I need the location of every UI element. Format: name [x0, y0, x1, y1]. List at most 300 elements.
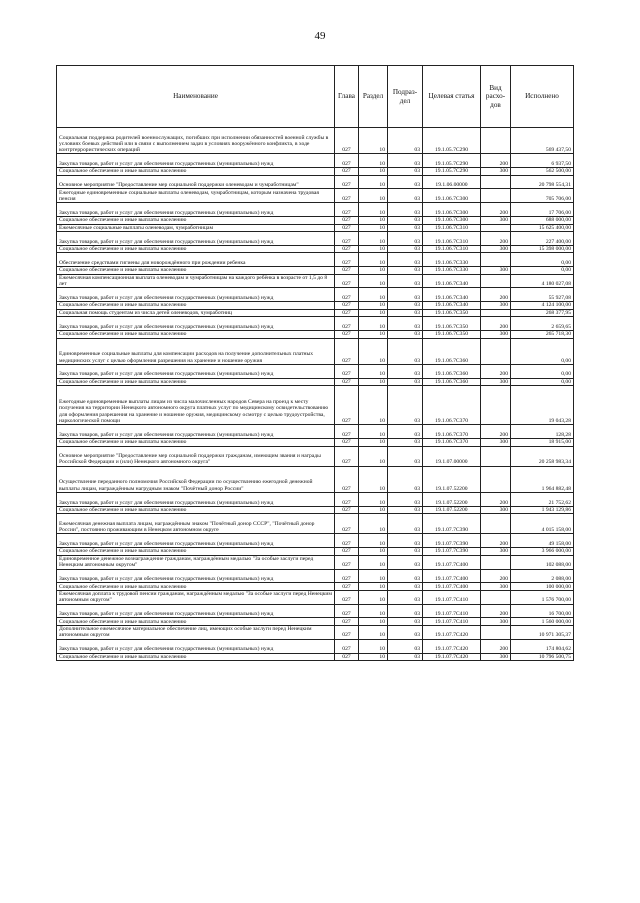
row-celevaya: 19.1.06.7С370 [423, 386, 481, 425]
row-glava: 027 [335, 514, 359, 534]
row-celevaya: 19.1.07.00000 [423, 446, 481, 466]
row-podrazdel: 03 [388, 506, 423, 514]
table-row [57, 466, 574, 492]
row-vid: 300 [481, 653, 511, 661]
row-razdel: 10 [359, 569, 388, 583]
row-razdel: 10 [359, 378, 388, 386]
row-glava: 027 [335, 555, 359, 569]
table-row [57, 267, 574, 275]
row-razdel: 10 [359, 639, 388, 653]
row-vid [481, 555, 511, 569]
table-row [57, 555, 574, 569]
row-vid [481, 175, 511, 189]
row-glava: 027 [335, 618, 359, 626]
table-row [57, 232, 574, 246]
row-name: Закупка товаров, работ и услуг для обеспечения государственных (муниципальных) нужд [57, 425, 335, 439]
row-glava: 027 [335, 653, 359, 661]
row-razdel: 10 [359, 267, 388, 275]
row-razdel: 10 [359, 604, 388, 618]
row-razdel: 10 [359, 168, 388, 176]
row-razdel: 10 [359, 302, 388, 310]
row-ispolneno: 265 718,30 [511, 331, 574, 339]
row-ispolneno: 0,00 [511, 253, 574, 267]
row-glava: 027 [335, 439, 359, 447]
row-podrazdel: 03 [388, 168, 423, 176]
row-name: Ежемесячные социальные выплаты оленеводам, чумработницам [57, 224, 335, 232]
row-vid: 200 [481, 317, 511, 331]
row-ispolneno: 4 015 158,00 [511, 514, 574, 534]
row-glava: 027 [335, 446, 359, 466]
row-celevaya: 19.1.06.7С370 [423, 439, 481, 447]
table-row [57, 317, 574, 331]
row-podrazdel: 03 [388, 253, 423, 267]
row-ispolneno: 227 400,00 [511, 232, 574, 246]
row-name: Социальное обеспечение и иные выплаты населению [57, 618, 335, 626]
row-razdel: 10 [359, 514, 388, 534]
row-glava: 027 [335, 583, 359, 591]
table-row [57, 302, 574, 310]
row-vid [481, 625, 511, 639]
row-podrazdel: 03 [388, 288, 423, 302]
row-vid: 200 [481, 534, 511, 548]
row-celevaya: 19.1.07.7С400 [423, 569, 481, 583]
row-celevaya: 19.1.07.7С420 [423, 625, 481, 639]
row-ispolneno: 6 937,50 [511, 154, 574, 168]
row-vid: 300 [481, 267, 511, 275]
row-ispolneno: 0,00 [511, 378, 574, 386]
row-vid: 200 [481, 425, 511, 439]
row-vid: 300 [481, 168, 511, 176]
row-vid [481, 386, 511, 425]
row-name: Закупка товаров, работ и услуг для обеспечения государственных (муниципальных) нужд [57, 203, 335, 217]
row-podrazdel: 03 [388, 590, 423, 604]
row-celevaya: 19.1.06.00000 [423, 175, 481, 189]
row-celevaya: 19.1.06.7С340 [423, 274, 481, 288]
table-row [57, 439, 574, 447]
row-ispolneno: 16 700,00 [511, 604, 574, 618]
row-podrazdel: 03 [388, 555, 423, 569]
row-podrazdel: 03 [388, 653, 423, 661]
table-row [57, 253, 574, 267]
row-name: Социальное обеспечение и иные выплаты населению [57, 653, 335, 661]
row-name: Закупка товаров, работ и услуг для обеспечения государственных (муниципальных) нужд [57, 639, 335, 653]
row-podrazdel: 03 [388, 224, 423, 232]
row-podrazdel: 03 [388, 274, 423, 288]
row-ispolneno: 2 088,00 [511, 569, 574, 583]
row-name: Ежемесячная доплата к трудовой пенсии гражданам, награждённым медалью "За особые заслуги перед Ненецким автономным округом" [57, 590, 335, 604]
table-row [57, 534, 574, 548]
row-name: Дополнительное ежемесячное материальное обеспечение лиц, имеющих особые заслуги перед Ненецким автономным округом [57, 625, 335, 639]
row-name: Ежегодные единовременные социальные выплаты оленеводам, чумработницам, которым назначена трудовая пенсия [57, 189, 335, 203]
row-glava: 027 [335, 569, 359, 583]
row-ispolneno: 688 000,00 [511, 217, 574, 225]
row-razdel: 10 [359, 653, 388, 661]
row-glava: 027 [335, 317, 359, 331]
row-celevaya: 19.1.06.7С310 [423, 224, 481, 232]
row-glava: 027 [335, 425, 359, 439]
row-vid: 300 [481, 583, 511, 591]
row-vid: 200 [481, 232, 511, 246]
table-row [57, 203, 574, 217]
row-ispolneno: 705 706,00 [511, 189, 574, 203]
row-razdel: 10 [359, 625, 388, 639]
table-header-row [57, 66, 574, 128]
row-name: Основное мероприятие "Предоставление мер социальной поддержки оленеводам и чумработницам" [57, 175, 335, 189]
row-vid [481, 309, 511, 317]
row-ispolneno: 20 258 983,34 [511, 446, 574, 466]
row-name: Социальное обеспечение и иные выплаты населению [57, 245, 335, 253]
row-razdel: 10 [359, 128, 388, 154]
row-podrazdel: 03 [388, 446, 423, 466]
row-ispolneno: 128,28 [511, 425, 574, 439]
row-ispolneno: 10 796 500,75 [511, 653, 574, 661]
row-vid [481, 274, 511, 288]
row-name: Ежемесячная компенсационная выплата оленеводам и чумработницам на каждого ребёнка в возрасте от 1,5 до 8 лет [57, 274, 335, 288]
row-glava: 027 [335, 128, 359, 154]
row-vid: 300 [481, 245, 511, 253]
row-glava: 027 [335, 274, 359, 288]
row-ispolneno: 174 804,62 [511, 639, 574, 653]
row-vid [481, 446, 511, 466]
row-name: Закупка товаров, работ и услуг для обеспечения государственных (муниципальных) нужд [57, 232, 335, 246]
row-name: Социальная поддержка родителей военнослужащих, погибших при исполнении обязанностей военной службы в условиях боевых действий или в связи с выполнением задач в условиях вооружённого конфликта, в ходе контртеррористических операций [57, 128, 335, 154]
row-glava: 027 [335, 224, 359, 232]
row-celevaya: 19.1.07.7С400 [423, 583, 481, 591]
row-podrazdel: 03 [388, 331, 423, 339]
row-podrazdel: 03 [388, 425, 423, 439]
row-celevaya: 19.1.07.52200 [423, 506, 481, 514]
row-razdel: 10 [359, 618, 388, 626]
row-podrazdel: 03 [388, 386, 423, 425]
row-ispolneno: 100 000,00 [511, 583, 574, 591]
row-name: Социальное обеспечение и иные выплаты населению [57, 217, 335, 225]
row-ispolneno: 10 971 305,37 [511, 625, 574, 639]
row-vid: 300 [481, 302, 511, 310]
row-ispolneno: 18 915,00 [511, 439, 574, 447]
row-podrazdel: 03 [388, 569, 423, 583]
row-glava: 027 [335, 253, 359, 267]
row-celevaya: 19.1.07.52200 [423, 466, 481, 492]
budget-table [56, 65, 574, 661]
table-row [57, 168, 574, 176]
row-celevaya: 19.1.06.7С350 [423, 309, 481, 317]
row-vid [481, 189, 511, 203]
row-razdel: 10 [359, 493, 388, 507]
row-glava: 027 [335, 338, 359, 364]
row-ispolneno: 17 706,00 [511, 203, 574, 217]
table-row [57, 309, 574, 317]
table-row [57, 386, 574, 425]
row-podrazdel: 03 [388, 583, 423, 591]
row-glava: 027 [335, 168, 359, 176]
row-celevaya: 19.1.06.7С310 [423, 245, 481, 253]
row-ispolneno: 4 124 100,00 [511, 302, 574, 310]
row-podrazdel: 03 [388, 302, 423, 310]
table-row [57, 288, 574, 302]
row-glava: 027 [335, 604, 359, 618]
row-celevaya: 19.1.06.7С300 [423, 189, 481, 203]
row-vid: 200 [481, 639, 511, 653]
row-podrazdel: 03 [388, 203, 423, 217]
row-podrazdel: 03 [388, 232, 423, 246]
row-ispolneno: 2 659,65 [511, 317, 574, 331]
row-podrazdel: 03 [388, 217, 423, 225]
row-podrazdel: 03 [388, 639, 423, 653]
row-razdel: 10 [359, 288, 388, 302]
row-podrazdel: 03 [388, 439, 423, 447]
table-row [57, 154, 574, 168]
row-podrazdel: 03 [388, 534, 423, 548]
table-row [57, 604, 574, 618]
row-name: Социальное обеспечение и иные выплаты населению [57, 168, 335, 176]
row-razdel: 10 [359, 446, 388, 466]
row-name: Социальная помощь студентам из числа детей оленеводов, чумработниц [57, 309, 335, 317]
row-vid [481, 128, 511, 154]
row-ispolneno: 20 798 554,31 [511, 175, 574, 189]
table-row [57, 425, 574, 439]
row-razdel: 10 [359, 338, 388, 364]
row-razdel: 10 [359, 439, 388, 447]
header-name: Наименование [57, 66, 335, 128]
row-celevaya: 19.1.06.7С360 [423, 364, 481, 378]
row-name: Обеспечение средствами гигиены для новорождённого при рождении ребенка [57, 253, 335, 267]
row-ispolneno: 268 377,95 [511, 309, 574, 317]
row-celevaya: 19.1.06.7С300 [423, 217, 481, 225]
row-glava: 027 [335, 288, 359, 302]
row-vid: 300 [481, 217, 511, 225]
table-row [57, 618, 574, 626]
row-celevaya: 19.1.07.7С410 [423, 604, 481, 618]
row-vid [481, 466, 511, 492]
row-celevaya: 19.1.07.7С390 [423, 548, 481, 556]
header-razdel: Раздел [359, 66, 388, 128]
row-ispolneno: 1 576 700,00 [511, 590, 574, 604]
row-name: Социальное обеспечение и иные выплаты населению [57, 267, 335, 275]
row-celevaya: 19.1.07.52200 [423, 493, 481, 507]
row-glava: 027 [335, 154, 359, 168]
row-razdel: 10 [359, 548, 388, 556]
row-ispolneno: 21 752,62 [511, 493, 574, 507]
row-celevaya: 19.1.06.7С330 [423, 267, 481, 275]
row-glava: 027 [335, 331, 359, 339]
table-row [57, 378, 574, 386]
row-vid [481, 590, 511, 604]
row-ispolneno: 0,00 [511, 338, 574, 364]
row-vid: 200 [481, 203, 511, 217]
row-razdel: 10 [359, 253, 388, 267]
row-razdel: 10 [359, 232, 388, 246]
row-razdel: 10 [359, 534, 388, 548]
header-podrazdel: Подраз-дел [388, 66, 423, 128]
row-vid [481, 338, 511, 364]
row-name: Закупка товаров, работ и услуг для обеспечения государственных (муниципальных) нужд [57, 364, 335, 378]
row-ispolneno: 49 158,00 [511, 534, 574, 548]
row-glava: 027 [335, 232, 359, 246]
row-razdel: 10 [359, 317, 388, 331]
row-name: Ежегодные единовременные выплаты лицам из числа малочисленных народов Севера на проезд к месту получения на территории Ненецкого автономного округа платных услуг по медицинскому освидетельствованию для оформления разрешения на хранение и ношение оружия, медицинскому осмотру с целью трудоустройства, наркологической помощи [57, 386, 335, 425]
table-row [57, 493, 574, 507]
table-row [57, 653, 574, 661]
row-name: Социальное обеспечение и иные выплаты населению [57, 583, 335, 591]
row-glava: 027 [335, 189, 359, 203]
row-razdel: 10 [359, 555, 388, 569]
row-podrazdel: 03 [388, 189, 423, 203]
row-razdel: 10 [359, 154, 388, 168]
row-celevaya: 19.1.07.7С410 [423, 618, 481, 626]
row-podrazdel: 03 [388, 338, 423, 364]
row-vid [481, 224, 511, 232]
table-row [57, 639, 574, 653]
row-razdel: 10 [359, 203, 388, 217]
header-vid: Вид расхо-дов [481, 66, 511, 128]
row-ispolneno: 102 088,00 [511, 555, 574, 569]
row-celevaya: 19.1.05.7С290 [423, 128, 481, 154]
row-celevaya: 19.1.07.7С390 [423, 534, 481, 548]
row-glava: 027 [335, 245, 359, 253]
row-glava: 027 [335, 175, 359, 189]
row-vid: 200 [481, 569, 511, 583]
row-podrazdel: 03 [388, 175, 423, 189]
table-row [57, 217, 574, 225]
row-vid: 200 [481, 604, 511, 618]
table-row [57, 224, 574, 232]
row-celevaya: 19.1.06.7С310 [423, 232, 481, 246]
row-glava: 027 [335, 590, 359, 604]
row-razdel: 10 [359, 583, 388, 591]
row-vid: 200 [481, 493, 511, 507]
row-vid: 300 [481, 506, 511, 514]
row-celevaya: 19.1.06.7С370 [423, 425, 481, 439]
row-razdel: 10 [359, 506, 388, 514]
row-glava: 027 [335, 378, 359, 386]
row-razdel: 10 [359, 386, 388, 425]
table-body [57, 128, 574, 661]
row-name: Единовременные социальные выплаты для компенсации расходов на получение дополнительных платных медицинских услуг с целью оформления разрешения на хранение и ношение оружия [57, 338, 335, 364]
table-row [57, 331, 574, 339]
row-ispolneno: 1 964 882,48 [511, 466, 574, 492]
table-row [57, 548, 574, 556]
row-name: Закупка товаров, работ и услуг для обеспечения государственных (муниципальных) нужд [57, 534, 335, 548]
row-glava: 027 [335, 493, 359, 507]
row-razdel: 10 [359, 245, 388, 253]
row-name: Социальное обеспечение и иные выплаты населению [57, 331, 335, 339]
row-ispolneno: 1 943 129,86 [511, 506, 574, 514]
row-vid: 300 [481, 378, 511, 386]
row-name: Закупка товаров, работ и услуг для обеспечения государственных (муниципальных) нужд [57, 493, 335, 507]
row-celevaya: 19.1.06.7С360 [423, 378, 481, 386]
row-podrazdel: 03 [388, 618, 423, 626]
row-name: Основное мероприятие "Предоставление мер социальной поддержки гражданам, имеющим звания и награды Российской Федерации и (или) Ненецкого автономного округа" [57, 446, 335, 466]
table-row [57, 364, 574, 378]
row-celevaya: 19.1.06.7С300 [423, 203, 481, 217]
row-razdel: 10 [359, 175, 388, 189]
row-celevaya: 19.1.07.7С420 [423, 639, 481, 653]
row-celevaya: 19.1.06.7С350 [423, 317, 481, 331]
row-podrazdel: 03 [388, 604, 423, 618]
row-vid: 300 [481, 439, 511, 447]
row-celevaya: 19.1.06.7С360 [423, 338, 481, 364]
row-podrazdel: 03 [388, 378, 423, 386]
row-name: Закупка товаров, работ и услуг для обеспечения государственных (муниципальных) нужд [57, 317, 335, 331]
table-row [57, 175, 574, 189]
row-vid: 200 [481, 364, 511, 378]
row-podrazdel: 03 [388, 493, 423, 507]
row-podrazdel: 03 [388, 514, 423, 534]
table-row [57, 625, 574, 639]
row-ispolneno: 569 437,50 [511, 128, 574, 154]
row-podrazdel: 03 [388, 128, 423, 154]
row-razdel: 10 [359, 217, 388, 225]
row-vid: 300 [481, 548, 511, 556]
row-ispolneno: 0,00 [511, 364, 574, 378]
row-ispolneno: 0,00 [511, 267, 574, 275]
row-celevaya: 19.1.07.7С420 [423, 653, 481, 661]
table-row [57, 583, 574, 591]
row-name: Закупка товаров, работ и услуг для обеспечения государственных (муниципальных) нужд [57, 604, 335, 618]
row-podrazdel: 03 [388, 267, 423, 275]
table-row [57, 514, 574, 534]
table-row [57, 338, 574, 364]
row-podrazdel: 03 [388, 548, 423, 556]
row-razdel: 10 [359, 309, 388, 317]
row-podrazdel: 03 [388, 245, 423, 253]
row-name: Закупка товаров, работ и услуг для обеспечения государственных (муниципальных) нужд [57, 288, 335, 302]
row-celevaya: 19.1.05.7С290 [423, 168, 481, 176]
row-glava: 027 [335, 364, 359, 378]
table-row [57, 506, 574, 514]
row-ispolneno: 55 927,08 [511, 288, 574, 302]
row-razdel: 10 [359, 364, 388, 378]
row-celevaya: 19.1.05.7С290 [423, 154, 481, 168]
row-glava: 027 [335, 302, 359, 310]
row-podrazdel: 03 [388, 154, 423, 168]
row-glava: 027 [335, 466, 359, 492]
row-name: Социальное обеспечение и иные выплаты населению [57, 506, 335, 514]
row-glava: 027 [335, 625, 359, 639]
row-podrazdel: 03 [388, 364, 423, 378]
row-glava: 027 [335, 506, 359, 514]
row-glava: 027 [335, 309, 359, 317]
row-razdel: 10 [359, 189, 388, 203]
row-name: Социальное обеспечение и иные выплаты населению [57, 439, 335, 447]
row-podrazdel: 03 [388, 466, 423, 492]
row-razdel: 10 [359, 466, 388, 492]
row-name: Социальное обеспечение и иные выплаты населению [57, 302, 335, 310]
row-glava: 027 [335, 386, 359, 425]
table-row [57, 569, 574, 583]
page-number: 49 [314, 30, 326, 42]
row-vid: 300 [481, 618, 511, 626]
row-glava: 027 [335, 217, 359, 225]
row-glava: 027 [335, 203, 359, 217]
table-row [57, 189, 574, 203]
row-vid: 200 [481, 154, 511, 168]
row-razdel: 10 [359, 425, 388, 439]
table-row [57, 128, 574, 154]
row-vid: 300 [481, 331, 511, 339]
row-celevaya: 19.1.06.7С340 [423, 302, 481, 310]
header-celevaya: Целевая статья [423, 66, 481, 128]
row-celevaya: 19.1.06.7С350 [423, 331, 481, 339]
row-razdel: 10 [359, 224, 388, 232]
row-ispolneno: 19 043,28 [511, 386, 574, 425]
row-ispolneno: 562 500,00 [511, 168, 574, 176]
row-name: Осуществление переданного полномочия Российской Федерации по осуществлению ежегодной денежной выплаты лицам, награждённым нагрудным знаком "Почётный донор России" [57, 466, 335, 492]
header-ispolneno: Исполнено [511, 66, 574, 128]
row-vid [481, 253, 511, 267]
row-name: Социальное обеспечение и иные выплаты населению [57, 378, 335, 386]
row-podrazdel: 03 [388, 625, 423, 639]
